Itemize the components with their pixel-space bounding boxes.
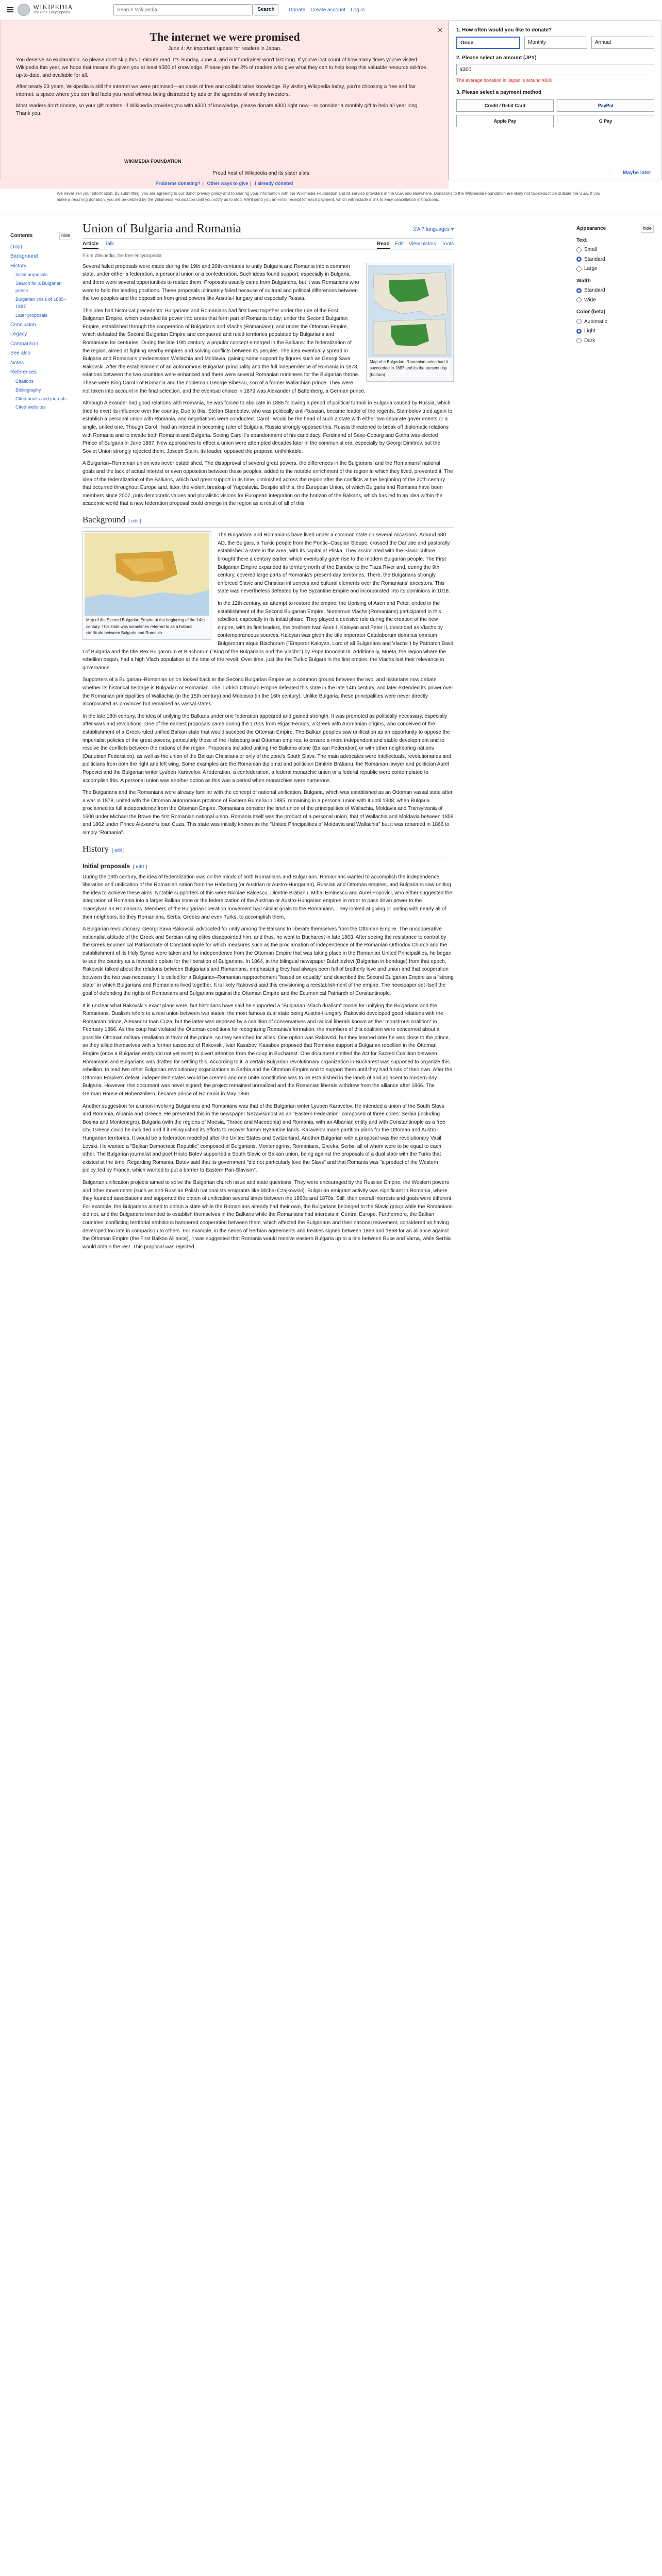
banner-signature: WIKIMEDIA FOUNDATION (124, 159, 181, 164)
toc-item[interactable]: Comparison (10, 341, 38, 347)
log-in-link[interactable]: Log in (351, 7, 365, 13)
apple-pay-button[interactable]: Apple Pay (456, 115, 554, 127)
toc-item[interactable]: Later proposals (15, 312, 48, 318)
background-paragraph: In the late 18th century, the idea of unifying the Balkans under one federation appeared and gained strength. It was promoted as politically necessary, especially after wars and revolutions. One of the earliest proposals came during the 1790s from Rigas Feraios, a Greek with Aromanian origins, who conceived of the establishment of a Greek-ruled unified Balkan state that would succeed the Ottoman Empire. The Balkan peoples saw unification as an opportunity to oppose the imperialist policies of the great powers, particularly those of the Habsburg and Ottoman empires, to ensure a more independent and stable development and to resolve the conflicts between the nations of the region. Proposals included uniting the Balkans alone (Balkan Federation) or with other neighboring nations (Danubian Federation), as well as the union of the Balkan Christians or only of the zone's South Slavs. The main advocates were intellectuals, revolutionaries and politicians from both the right and left wing. Some examples are the Romanian diplomat and politician Dimitrie Brătianu, the Romanian lawyer and politician Aurel Popovici and the Bulgarian writer Lyuben Karavelov. A federation, a confederation, a federal monarchic union or a federal republic were contemplated to accomplish this. A personal union was another option as this was a period when monarchies were numerous. (82, 713, 451, 784)
edit-label: edit (114, 847, 122, 853)
toc-item[interactable]: Initial proposals (15, 272, 48, 277)
background-title: Background (82, 514, 126, 524)
width-option-label: Standard (584, 287, 605, 293)
history-paragraph: Another suggestion for a union involving Bulgarians and Romanians was that of the Bulgarian writer Lyuben Karavelov. He intended a union of the South Slavs and Romania, Albania and Greece. He presented this in the newspaper Nezavisimost as an "Eastern Federation" composed of three cores: Serbia (including Bosnia and Montenegro), Bulgaria (with the regions of Moesia, Thrace and Macedonia) and Romania, with an Albanian entity and with Constantinople as a free city. Greece could be included and if it relinquished its efforts to recover former Byzantine lands. Karavelov made partition plans for the Ottoman and Austro-Hungarian territories. It would be a federation modelled after the United States and Switzerland. Another Bulgarian with a proposal was the revolutionary Vasil Levski. He wanted a "Balkan Democratic Republic" composed of Bulgarians, Montenegrins, Romanians, Greeks, Serbs, all of whom were to be equal to each other. The Bulgarian journalist and poet Hristo Botev supported a South Slavic or Balkan union, being against the proposals of a dual state with the Turks that existed at the time. Regarding Romania, Botev said that its government "did not particularly love the Slavs" and that Romania was "a product of the Western policy, led by France, which wanted to put a barrier to Eastern Pan-Slavism". (82, 1103, 445, 1174)
table-of-contents (10, 232, 72, 413)
donation-form (449, 21, 662, 180)
tab-tools[interactable]: Tools (441, 241, 454, 247)
search-button[interactable]: Search (254, 4, 278, 15)
appearance-panel (576, 222, 654, 346)
main-menu-icon[interactable] (7, 6, 13, 13)
toc-item[interactable]: Conclusion (10, 321, 36, 328)
banner-footer: Proud host of Wikipedia and its sister sites (212, 171, 309, 176)
text-size-option[interactable] (576, 256, 654, 264)
language-count: 7 languages (421, 227, 450, 232)
already-donated-link[interactable]: I already donated (255, 181, 293, 186)
background-paragraph: Supporters of a Bulgarian–Romanian union looked back to the Second Bulgarian Empire as a common ground between the two, and historians now debate whether its historical heritage is Bulgarian or Romanian. The Turkish Ottoman Empire defeated this state in the late 14th century, and later extended its power over the Romanian principalities of Wallachia (in the 15th century) and Moldavia (in the 16th century). Unlike Bulgaria, these principalities were never directly incorporated as provinces but remained as vassal states. (82, 677, 453, 707)
radio-icon[interactable] (576, 329, 582, 334)
close-icon[interactable]: ✕ (437, 26, 443, 34)
frequency-annual[interactable]: Annual (591, 37, 654, 49)
personal-tools (289, 6, 365, 14)
problems-donating-link[interactable]: Problems donating? (155, 181, 201, 186)
toc-item[interactable]: Citations (15, 378, 34, 384)
intro-paragraph: Although Alexander had good relations with Romania, he was forced to abdicate in 1886 following a period of political turmoil in Bulgaria caused by Russia, which tried to exert its influence over the country. Due to this, Stefan Stambolov, who was politically anti-Russian, became leader of the regents. Stambolov tried again to establish a personal union with Romania, and negotiations were conducted. Carol I would be the head of such a state with either two separate governments or a single, united one. Though Carol I had an interest in becoming ruler of Bulgaria, Russia strongly opposed this. Russia threatened to break off diplomatic relations with Romania and to invade both Romania and Bulgaria. Seeing Carol I's abandonment of his candidacy, Ferdinand of Saxe-Coburg and Gotha was elected Prince of Bulgaria in June 1887. New approaches to effect a union were attempted decades later in the communist era, especially by Georgi Dimitrov, but the Soviet Union strongly rejected them. Joseph Stalin, its leader, opposed the proposal unthinkable. (82, 400, 453, 454)
color-label: Color (beta) (576, 309, 606, 315)
color-option-label: Light (584, 328, 595, 334)
empire-map-image[interactable] (85, 533, 209, 616)
color-option[interactable] (576, 337, 654, 345)
text-size-label: Text (576, 237, 587, 243)
background-paragraph: The Bulgarians and Romanians have lived under a common state on several occasions. Around 680 AD, the Bulgars, a Turkic people from the Pontic–Caspian Steppe, crossed the Danube and pastorally established a state in the area, with its capital at Pliska. They assimilated with the Slavic culture brought there a century earlier, which eventually gave rise to the modern Bulgarian people. The First Bulgarian Empire expanded its territory north of the Danube to the Tisza River and, during the 9th century, covered large parts of Romania's present-day territories. There, the Bulgarians strongly enforced Slavic and Christian influences and cultural elements over the Romanians' ancestors. This state was nevertheless defeated by the Byzantine Empire and incorporated into its dominions in 1018. (218, 532, 450, 595)
toc-item[interactable]: Bibliography (15, 387, 41, 393)
history-paragraph: Bulgarian unification projects aimed to solve the Bulgarian church issue and state questions. They were encouraged by the Russian Empire, the Western powers and other movements (such as anti-Russian Polish nationalists emigrants like Michał Czajkowski). Bulgarian emigrant activity was significant in Romania, where they founded associations and supported the option of unification several times between the 1860s and 1870s. Still, their overall interests and goals were different. For example, the Bulgarians aimed to obtain a state while the Romanians already had their own, the Bulgarians belonged to the Slavic group while the Romanians did not, and the Bulgarians intended to establish themselves in the Balkans while the Romanians had interests in Central Europe. Furthermore, the Balkan countries' conflicting territorial ambitions hampered cooperation between them, which affected the Bulgarians and their national movement, considered as having developed too late in comparison to others. For example, in the series of Serbian agreements and treaties signed between 1866 and 1868 for an alliance against the Ottoman Empire (the First Balkan Alliance), it was suggested that Romania would receive eastern Bulgaria up to a line between Ruse and Varna, while Serbia would obtain the rest. This proposal was rejected. (82, 1179, 453, 1250)
width-option-label: Wide (584, 297, 596, 303)
tab-read[interactable]: Read (377, 240, 389, 249)
privacy-notice: We never sell your information. By submitting, you are agreeing to our donor privacy policy and to sharing your information with the Wikimedia Foundation and its service providers in the USA and elsewhere. Donations to the Wikimedia Foundation are likely not tax-deductible outside the USA. If you make a recurring donation, you will be debited by the Wikimedia Foundation until you notify us to stop. We'll send you an email receipt for each payment, which will include a link to easy cancellation instructions. (0, 189, 662, 214)
text-size-option[interactable] (576, 246, 654, 254)
history-paragraph: It is unclear what Rakovski's exact plans were, but historians have said he supported a "Bulgarian–Vlach dualism" model for unifying the Bulgarians and the Romanians. Dualism refers to a real union between two states, the most famous dual state being Austria-Hungary. Rakovski developed good relations with the Romanian prince, Alexandru Ioan Cuza, but the latter was deposed by a coalition of conservatives and radical liberals known as the "monstrous coalition" in February 1866. As this coup had violated the Ottoman conditions for recognizing Romania's formation, the members of this coalition were concerned about a possible Ottoman military retaliation in favor of the prince, so they searched for allies. One option was Rakovski, but they learned later he was close to the prince, so they allied themselves with a former associate of Rakovski, Ivan Kasabov. Kasabov proposed that Romania support a Bulgarian rebellion in the Ottoman Empire (once a Bulgarian entity did not yet exist) to divert attention from the coup in Bucharest. One document entitled the Act for Sacred Coalition between Romanians and Bulgarians was drafted for settling this. According to it, a certain Bulgarian revolutionary organization in Bucharest was supposed to organize this rebellion, to lead two other Bulgarian revolutionary organizations in Serbia and the Ottoman Empire and to support them until they had funds of their own. After the Ottoman Empire's defeat, independent states would be created and one unite constitution was to be established in the lands of and adjacent to modern-day Bulgaria. However, this document was never signed; the project remained unrealized and the Romanian liberals withdrew from the alliance after 1866. The German House of Hohenzollern, became prince of Romania in May 1866. (82, 1003, 453, 1097)
radio-icon[interactable] (576, 319, 582, 324)
card-button[interactable]: Credit / Debit Card (456, 99, 554, 112)
map-icon (368, 265, 452, 358)
toc-hide-button[interactable]: hide (59, 232, 72, 240)
appearance-title: Appearance (576, 226, 606, 231)
google-pay-button[interactable]: G Pay (557, 115, 654, 127)
paypal-button[interactable]: PayPal (557, 99, 654, 112)
tab-view-history[interactable]: View history (408, 241, 437, 247)
frequency-question: 1. How often would you like to donate? (456, 27, 552, 33)
edit-label: edit (131, 518, 139, 523)
union-map-figure (366, 263, 454, 382)
toc-item[interactable]: Notes (10, 360, 24, 366)
create-account-link[interactable]: Create account (310, 7, 346, 13)
tagline: From Wikipedia, the free encyclopedia (82, 252, 162, 258)
tab-article[interactable]: Article (82, 240, 98, 249)
fundraising-banner (0, 21, 449, 180)
radio-icon[interactable] (576, 257, 582, 262)
toc-item[interactable]: Background (10, 253, 38, 259)
intro-paragraph: Several failed proposals were made during the 19th and 20th centuries to unify Bulgaria and Romania into a common state, under either a federation, a personal union or a confederation. Such ideas found support, especially in Bulgaria, and there were several opportunities to realize them. Proposals usually came from Bulgarians, but it was Romanians who were to hold the leading positions. These proposals ultimately failed because of cultural and political differences between the two peoples and the opposition from great powers like Austria-Hungary and especially Russia. (82, 263, 359, 302)
initial-title: Initial proposals (82, 862, 130, 870)
edit-background-link[interactable]: [ edit ] (128, 518, 141, 523)
union-map-caption: Map of a Bulgarian–Romanian union had it succeeded in 1887 and its the present day (bottom) (370, 359, 448, 377)
width-option[interactable] (576, 296, 654, 304)
section-heading-history (82, 842, 454, 857)
map-icon (85, 533, 209, 616)
amount-question: 2. Please select an amount (JPY) (456, 55, 537, 61)
main-content (82, 222, 454, 1255)
radio-icon[interactable] (576, 266, 582, 272)
history-paragraph: During the 19th century, the idea of federalization was on the minds of both Romanians and Bulgarians. Romanians wanted to accomplish the independence, liberation and unification of the Romanian nation from the Habsburg (or Austrian or Austro-Hungarian), Russian and Ottoman empires, and Bulgarians saw uniting the idea to achieve these aims. Notable supporters of this were Nicolae Bălcescu, Dimitrie Brătianu, Mihai Eminescu and Aurel Popovici, who either suggested the integration of Romania into a larger Balkan state or the federalization of the Austrian or Austro-Hungarian empires in order to pass down power to the Transylvanian Romanians. Members of the Bulgarian liberation movement had similar goals to the Romanians. They looked at giving or uniting with nearly all of their neighbors, be they Romanians, Serbs, Greeks and even Turks, to accomplish them. (82, 874, 453, 920)
background-paragraph: In the 12th century, an attempt to restore the empire, the Uprising of Asen and Peter, ended in the establishment of the Second Bulgarian Empire. Numerous Vlachs (Romanians) participated in this rebellion, especially in its initial phase. They played a decisive role during the creation of the new empire, with its first leaders, the brothers Ivan Asen I, Kaloyan and Peter II, described as Vlachs by contemporaneous sources. Kaloyan was given the title imperator Catalaborum domnius omnium Bulgarorum atque Blachorum ("Emperor Kaloyan, Lord of all Bulgarians and Vlachs") by Patriarch Basil I of Bulgaria and the title Rex Bulgarorum et Blachorum ("King of the Bulgarians and the Vlachs") by Pope Innocent III. Additionally, Mueta, the region where the rebellion began, had a high Vlach population at the time of the revolt. Over time, just like the Turkic Bulgars in the first empire, the Vlachs lost their relevance in governance. (82, 601, 453, 671)
tab-edit[interactable]: Edit (394, 241, 404, 247)
radio-icon[interactable] (576, 288, 582, 293)
background-paragraph: The Bulgarians and the Romanians were already familiar with the concept of national unification. Bulgaria, which was established as an Ottoman vassal state after a war in 1878, united with the Ottoman autonomous province of Eastern Rumelia in 1885, remaining in a personal union with it until 1908, when Bulgaria proclaimed its full independence from the Ottoman Empire. Romanians consider the brief union of the principalities of Wallachia, Moldavia and Transylvania of 1600 under Michael the Brave the first Romanian national union. Romania itself was the product of a personal union, that of Wallachia and Moldavia between 1859 and 1862 under Prince Alexandru Ioan Cuza. This state was initially known as the "United Principalities of Moldavia and Wallachia" but it was renamed in 1866 to simply "Romania". (82, 790, 454, 836)
empire-map-caption: Map of the Second Bulgarian Empire at the beginning of the 14th century. This state was sometimes referred to as a historic similitude between Bulgaria and Romania. (86, 618, 205, 636)
search-input[interactable]: Search Wikipedia (113, 4, 253, 15)
other-ways-link[interactable]: Other ways to give (207, 181, 249, 186)
banner-paragraph: After nearly 23 years, Wikipedia is still the internet we were promised—an oasis of free and collaborative knowledge. By visiting Wikipedia today, you're choosing a free and fair internet: a space where you can find facts you need without being distracted by ads or the agendas of wealthy investors. (16, 84, 416, 97)
frequency-monthly[interactable]: Monthly (524, 37, 587, 49)
history-paragraph: A Bulgarian revolutionary, Georgi Sava Rakovski, advocated for unity among the Balkans to liberate themselves from the Ottoman Empire. The uncooperative nationalist attitude of the Greek and Serbian ruling elites disappointed him, and thus, he went to Bucharest in late 1863. After seeing the resistance to control by the Greek Ecumenical Patriarchate of Constantinople for which measures such as the proclamation of independence of the Romanian Orthodox Church and the establishment of its Holy Synod were taken and for independence from the Ottoman Empire that was taking place in the Romanian United Principalities, he began to see the country as a favorable option for the liberation of Bulgarians. In 1864, in the bilingual newspaper Bulzhiezhivi (Bulgarian in bondage) from that epoch, Rakovski talked about the relations between Bulgarians and Romanians, emphasizing they had always been full of brotherly love and union and that cooperation between the two was necessary. He called for a Bulgarian–Romanian rapprochement "based on equality" and described the Second Bulgarian Empire as a "strong state" in which Bulgarians and Romanians lived together. It is likely Rakovski said this envisioning a reestablishment of the empire. The newspaper set itself the goal of defending the rights of Romanians and Bulgarians against the Ottoman Empire and the Ecumenical Patriarch of Constantinople. (82, 926, 454, 996)
amount-field[interactable]: ¥300 (456, 64, 654, 75)
text-size-option-label: Small (584, 247, 598, 252)
page-title: Union of Bulgaria and Romania (82, 222, 454, 239)
maybe-later-link[interactable]: Maybe later (622, 170, 651, 176)
banner-title: The internet we were promised (150, 30, 300, 43)
toc-item[interactable]: History (10, 263, 27, 269)
section-heading-background (82, 513, 454, 528)
banner-subtitle: June 4: An important update for readers in Japan. (168, 46, 282, 52)
color-option-label: Automatic (584, 318, 607, 325)
payment-question: 3. Please select a payment method (456, 89, 542, 95)
amount-note: The average donation in Japan is around ¥800. (456, 78, 554, 83)
radio-icon[interactable] (576, 338, 582, 343)
history-title: History (82, 843, 109, 854)
banner-paragraph: You deserve an explanation, so please don't skip this 1-minute read. It's Sunday, June 4, and our fundraiser won't last long. If you've lost count of how many times you've visited Wikipedia this year, we hope that means it's given you at least ¥300 of knowledge. Please join the 2% of readers who give what they can to help keep this valuable resource ad-free, up-to-date, and available for all. (16, 57, 428, 78)
color-option-label: Dark (584, 337, 595, 344)
globe-icon (18, 4, 30, 16)
top-bar (0, 0, 662, 21)
frequency-once[interactable]: Once (456, 37, 520, 49)
intro-paragraph: A Bulgarian–Romanian union was never established. The disapproval of several great powers, the differences in the Bulgarians' and the Romanians' national goals and the lack of actual interest or even opposition between these peoples, added to the notable enrichment of the region in which they lived, prevented it. The idea of the federalization of the Balkans, which had great support in its time, diminished across the region after the conflicts at the beginning of the 20th century that occurred throughout Europe and, later, the violent breakup of Yugoslavia. Despite all this, the European Union, of which Bulgaria and Romania have been members since 2007, puts democratic values and pluralistic visions for European integration on the horizon of the Balkans, which has led to an idea within the academic world that a new federation proposal could emerge in the region as a result of all of this. (82, 461, 453, 507)
language-button[interactable]: 文A 7 languages ▾ (411, 227, 454, 232)
toc-title: Contents (10, 233, 33, 239)
toc-item[interactable]: Bulgarian crisis of 1885–1887 (15, 296, 67, 309)
text-size-option-label: Large (584, 266, 598, 272)
appearance-hide-button[interactable]: hide (641, 225, 654, 233)
width-option[interactable] (576, 286, 654, 295)
wikipedia-logo[interactable] (18, 4, 73, 16)
toc-item[interactable]: Legacy (10, 331, 27, 337)
text-size-option-label: Standard (584, 256, 605, 262)
toc-item[interactable]: See also (10, 350, 30, 357)
radio-icon[interactable] (576, 297, 582, 302)
empire-map-figure (82, 531, 211, 640)
donate-link[interactable]: Donate (289, 7, 306, 13)
page-tabs (82, 240, 454, 249)
color-option[interactable] (576, 318, 654, 326)
tab-talk[interactable]: Talk (105, 241, 114, 247)
union-map-image[interactable] (368, 265, 452, 358)
color-option[interactable] (576, 327, 654, 335)
logo-wordmark: WIKIPEDIA (33, 3, 73, 11)
donation-help-bar: Problems donating? | Other ways to give | I already donated (0, 180, 449, 189)
subsection-heading-initial (82, 861, 454, 871)
logo-tagline: The Free Encyclopedia (33, 11, 70, 15)
width-label: Width (576, 278, 591, 284)
toc-item[interactable]: Search for a Bulgarian prince (15, 280, 62, 293)
edit-label: edit (136, 864, 144, 870)
intro-paragraph: This idea had historical precedents: Bulgarians and Romanians had first lived together under the rule of the First Bulgarian Empire, which extended its power into areas that form part of Romania today; under the Second Bulgarian Empire, established through the cooperation of Bulgarians and Vlachs (Romanians); and under the Ottoman Empire, which defeated the Second Bulgarian Empire and conquered and ruled territories populated by Bulgarians and Romanians for centuries. During the late 19th century, a popular concept emerged in the Balkans: the federalization of the region, aimed at fighting nearby empires and solving conflicts between its peoples. The idea eventually spread in Bulgaria and Romania's predecessors Wallachia and Moldavia, gaining some support by figures such as Georgi Sava Rakovski. After the establishment of an autonomous Bulgarian principality and the full independence of Romania in 1878, relations between the two countries were enhanced and there were several Romanian nominees for the Bulgarian throne. These were King Carol I of Romania and the nobleman George Bibescu, son of a former Wallachian prince. They were not taken into account in the final selection, and the eventual choice in 1879 was Alexander of Battenberg, a German prince. (82, 308, 366, 394)
toc-item[interactable]: Cited books and journals (15, 396, 67, 401)
radio-icon[interactable] (576, 247, 582, 252)
toc-item[interactable]: Cited websites (15, 404, 46, 410)
toc-item[interactable]: References (10, 369, 37, 376)
text-size-option[interactable] (576, 265, 654, 273)
edit-history-link[interactable]: [ edit ] (112, 847, 125, 853)
edit-initial-link[interactable]: [ edit ] (133, 864, 147, 870)
banner-paragraph: Most readers don't donate, so your gift matters. If Wikipedia provides you with ¥300 of knowledge, please donate ¥300 right now—or consider a monthly gift to help all year long. Thank you. (16, 103, 419, 116)
toc-item[interactable]: (Top) (10, 244, 22, 250)
